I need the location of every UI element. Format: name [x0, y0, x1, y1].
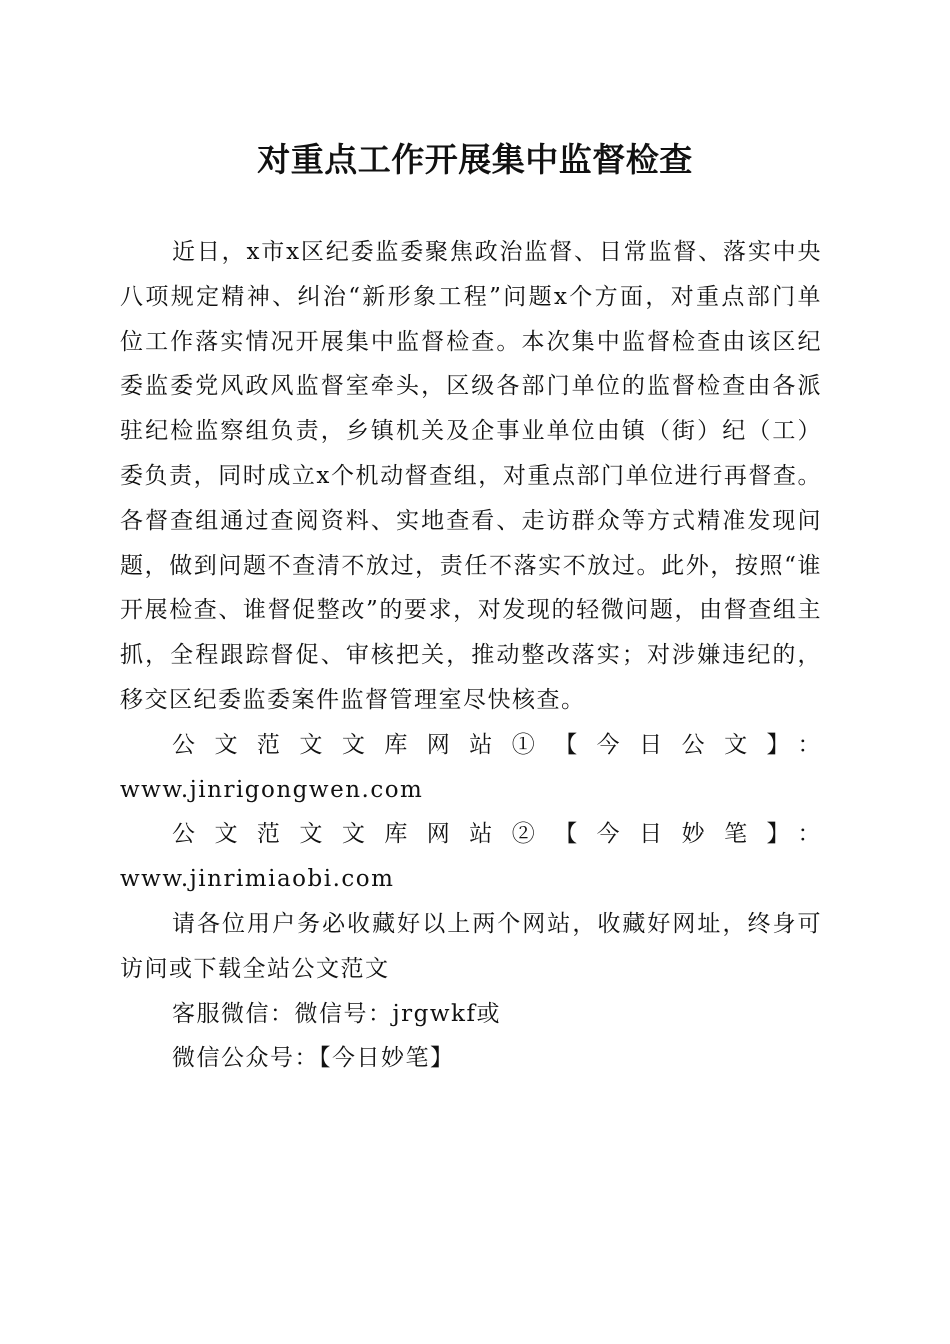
main-paragraph: 近日，x市x区纪委监委聚焦政治监督、日常监督、落实中央八项规定精神、纠治“新形象工程”问题x个方面，对重点部门单位工作落实情况开展集中监督检查。本次集中监督检查由该区纪委监委党风政风监督室牵头，区级各部门单位的监督检查由各派驻纪检监察组负责，乡镇机关及企事业单位由镇（街）纪（工）委负责，同时成立x个机动督查组，对重点部门单位进行再督查。各督查组通过查阅资料、实地查看、走访群众等方式精准发现问题，做到问题不查清不放过，责任不落实不放过。此外，按照“谁开展检查、谁督促整改”的要求，对发现的轻微问题，由督查组主抓，全程跟踪督促、审核把关，推动整改落实；对涉嫌违纪的，移交区纪委监委案件监督管理室尽快核查。: [120, 239, 822, 713]
document-title: 对重点工作开展集中监督检查: [257, 140, 693, 179]
official-account: 微信公众号：【今日妙笔】: [172, 1045, 455, 1072]
document-body: [120, 230, 822, 1081]
site-link-2: 公文范文文库网站②【今日妙笔】：www.jinrimiaobi.com: [120, 821, 822, 893]
bookmark-notice: 请各位用户务必收藏好以上两个网站，收藏好网址，终身可访问或下载全站公文范文: [120, 910, 822, 982]
customer-service-wechat: 客服微信：微信号：jrgwkf或: [172, 1000, 501, 1027]
site-link-1: 公文范文文库网站①【今日公文】：www.jinrigongwen.com: [120, 731, 822, 803]
